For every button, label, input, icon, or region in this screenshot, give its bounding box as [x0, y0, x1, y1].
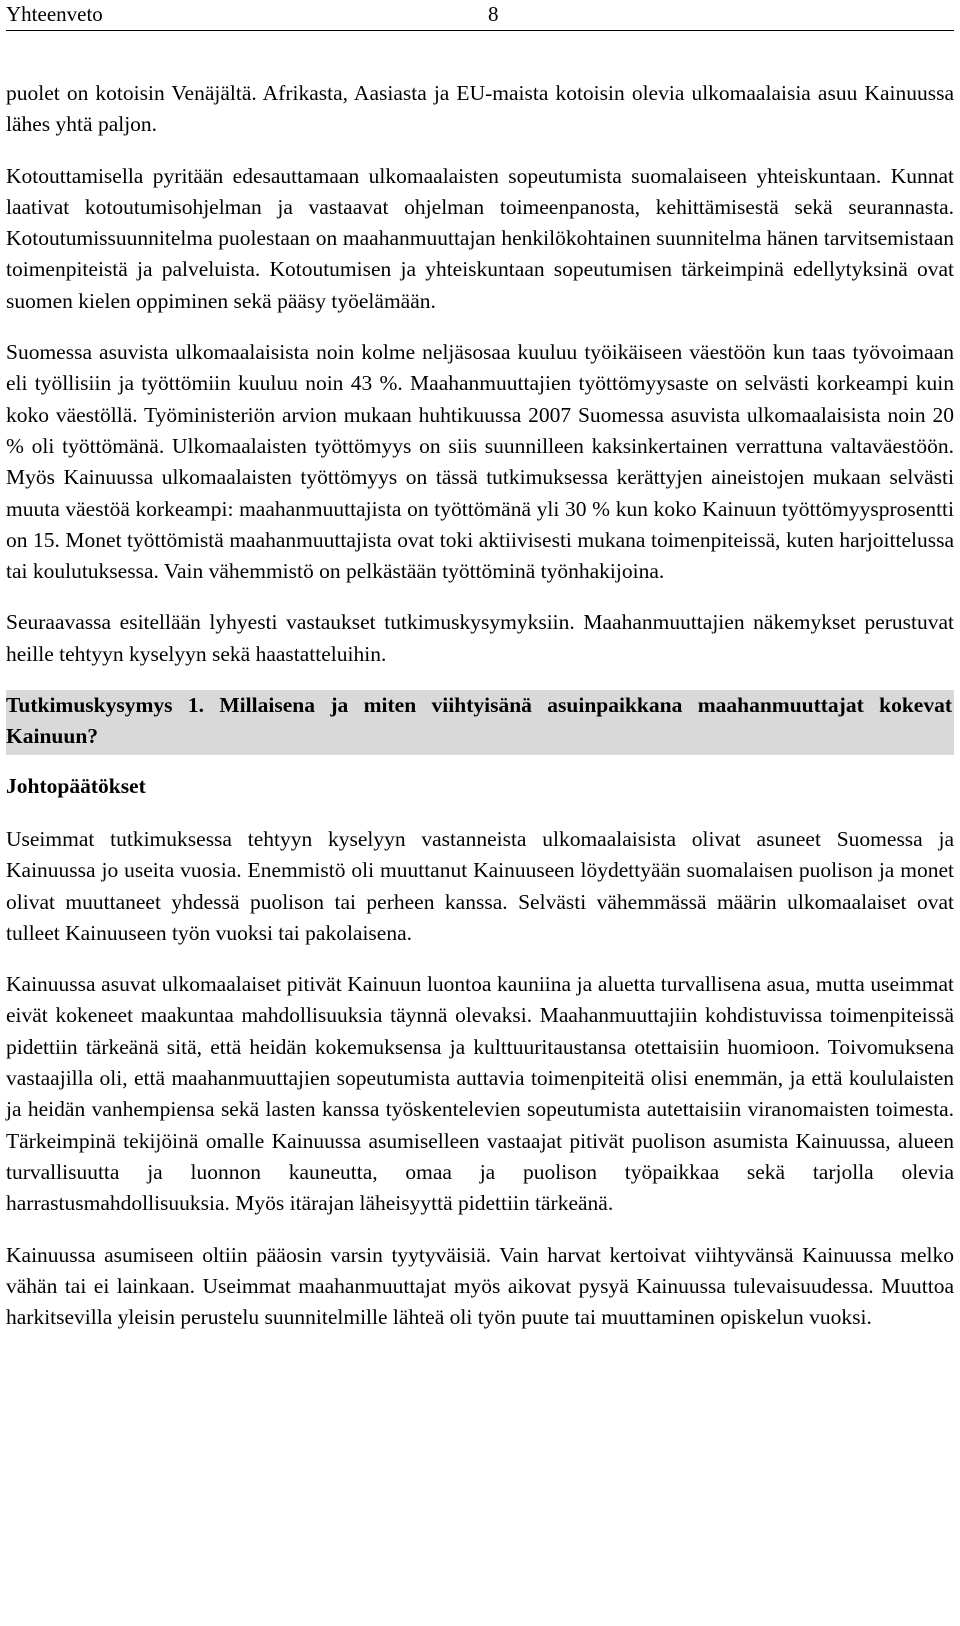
paragraph: Suomessa asuvista ulkomaalaisista noin kolme neljäsosaa kuuluu työikäiseen väestöön kun taas työvoimaan eli työllisiin ja työttömiin kuuluu noin 43 %. Maahanmuuttajien työttömyysaste on selvästi korkeampi kuin koko väestöllä. Työministeriön arvion mukaan huhtikuussa 2007 Suomessa asuvista ulkomaalaisista noin 20 % oli työttömänä. Ulkomaalaisten työttömyys on siis suunnilleen kaksinkertainen verrattuna valtaväestöön. Myös Kainuussa ulkomaalaisten työttömyys on tässä tutkimuksessa kerättyjen aineistojen mukaan selvästi muuta väestöä korkeampi: maahanmuuttajista on työttömänä yli 30 % kun koko Kainuun työttömyysprosentti on 15. Monet työttömistä maahanmuuttajista ovat toki aktiivisesti mukana toimenpiteissä, kuten harjoittelussa tai koulutuksessa. Vain vähemmistö on pelkästään työttöminä työnhakijoina. — [6, 340, 954, 584]
paragraph: Useimmat tutkimuksessa tehtyyn kyselyyn vastanneista ulkomaalaisista olivat asuneet Suomessa ja Kainuussa jo useita vuosia. Enemmistö oli muuttanut Kainuuseen löydettyään suomalaisen puolison ja monet olivat muuttaneet yhdessä puolison tai perheen kanssa. Selvästi vähemmässä määrin ulkomaalaiset ovat tulleet Kainuuseen työn vuoksi tai pakolaisena. — [6, 826, 954, 945]
header-title: Yhteenveto — [6, 2, 103, 26]
page-number: 8 — [488, 2, 499, 26]
paragraph: Seuraavassa esitellään lyhyesti vastaukset tutkimuskysymyksiin. Maahanmuuttajien näkemykset perustuvat heille tehtyyn kyselyyn sekä haastatteluihin. — [6, 610, 954, 666]
document-body — [6, 78, 954, 1353]
paragraph: Kainuussa asuvat ulkomaalaiset pitivät Kainuun luontoa kauniina ja aluetta turvallisena asua, mutta useimmat eivät kokeneet maakuntaa mahdollisuuksia täynnä olevaksi. Maahanmuuttajiin kohdistuvissa toimenpiteissä pidettiin tärkeänä sitä, että heidän kokemuksensa ja kulttuuritaustansa otettaisiin huomioon. Toivomuksena vastaajilla oli, että maahanmuuttajien sopeutumista auttavia toimenpiteitä olisi enemmän, ja että koululaisten ja heidän vanhempiensa sekä lasten kanssa työskentelevien sopeutumista autettaisiin viranomaisten toimesta. Tärkeimpinä tekijöinä omalle Kainuussa asumiselleen vastaajat pitivät puolison asumista Kainuussa, alueen turvallisuutta ja luonnon kauneutta, omaa ja puolison työpaikkaa sekä tarjolla olevia harrastusmahdollisuuksia. Myös itärajan läheisyyttä pidettiin tärkeänä. — [6, 972, 954, 1216]
paragraph: Kainuussa asumiseen oltiin pääosin varsin tyytyväisiä. Vain harvat kertoivat viihtyvänsä Kainuussa melko vähän tai ei lainkaan. Useimmat maahanmuuttajat myös aikovat pysyä Kainuussa tulevaisuudessa. Muuttoa harkitsevilla yleisin perustelu suunnitelmille lähteä oli työn puute tai muuttaminen opiskelun vuoksi. — [6, 1242, 954, 1330]
document-page — [6, 0, 954, 1330]
running-header — [6, 0, 954, 31]
paragraph: Kotouttamisella pyritään edesauttamaan ulkomaalaisten sopeutumista suomalaiseen yhteiskuntaan. Kunnat laativat kotoutumisohjelman ja vastaavat ohjelman toimeenpanosta, kehittämisestä sekä seurannasta. Kotoutumissuunnitelma puolestaan on maahanmuuttajan henkilökohtainen suunnitelma hänen tarvitsemistaan toimenpiteistä ja palveluista. Kotoutumisen ja yhteiskuntaan sopeutumisen tärkeimpinä edellytyksinä ovat suomen kielen oppiminen sekä pääsy työelämään. — [6, 163, 954, 313]
paragraph: puolet on kotoisin Venäjältä. Afrikasta, Aasiasta ja EU-maista kotoisin olevia ulkomaalaisia asuu Kainuussa lähes yhtä paljon. — [6, 81, 954, 137]
research-question-heading: Tutkimuskysymys 1. Millaisena ja miten viihtyisänä asuinpaikkana maahanmuuttajat kokevat Kainuun? — [6, 690, 954, 755]
section-subheading: Johtopäätökset — [6, 773, 146, 798]
